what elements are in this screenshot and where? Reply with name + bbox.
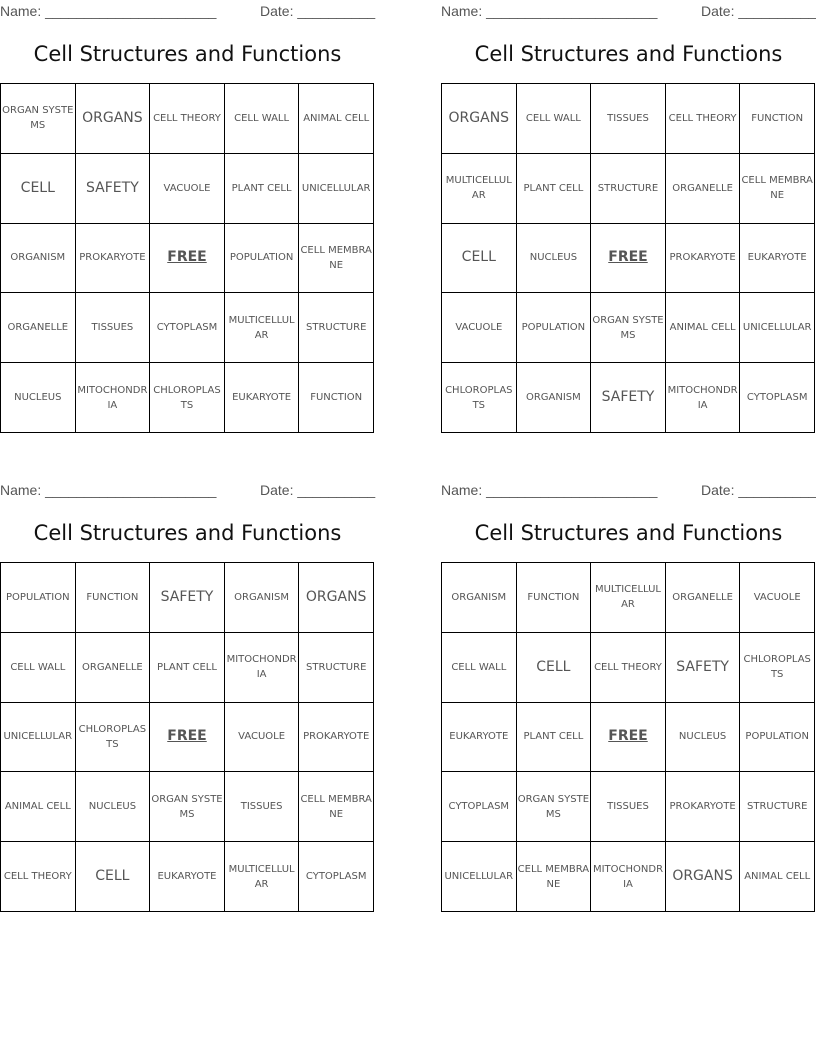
bingo-cell[interactable]: ORGANS (76, 84, 151, 154)
bingo-cell[interactable]: PROKARYOTE (666, 224, 741, 294)
date-field[interactable]: Date: __________ (260, 482, 376, 498)
free-space-cell[interactable]: FREE (591, 703, 666, 773)
bingo-cell[interactable]: CHLOROPLASTS (76, 703, 151, 773)
bingo-cell[interactable]: CELL MEMBRANE (299, 224, 374, 294)
name-field[interactable]: Name: ______________________ (441, 482, 658, 498)
bingo-card-4 (441, 479, 816, 914)
bingo-cell[interactable]: POPULATION (1, 563, 76, 633)
bingo-cell[interactable]: PLANT CELL (517, 703, 592, 773)
bingo-cell[interactable]: ORGANELLE (666, 154, 741, 224)
bingo-cell[interactable]: VACUOLE (225, 703, 300, 773)
bingo-cell[interactable]: PROKARYOTE (299, 703, 374, 773)
bingo-cell[interactable]: ORGANS (299, 563, 374, 633)
bingo-cell[interactable]: CYTOPLASM (299, 842, 374, 912)
bingo-cell[interactable]: ORGANELLE (1, 293, 76, 363)
bingo-cell[interactable]: CELL (517, 633, 592, 703)
bingo-cell[interactable]: CELL THEORY (591, 633, 666, 703)
card-title: Cell Structures and Functions (33, 42, 342, 66)
bingo-grid (0, 83, 374, 433)
bingo-cell[interactable]: NUCLEUS (666, 703, 741, 773)
bingo-cell[interactable]: PROKARYOTE (666, 772, 741, 842)
name-date-line (441, 482, 816, 498)
bingo-cell[interactable]: SAFETY (150, 563, 225, 633)
bingo-cell[interactable]: CELL MEMBRANE (740, 154, 815, 224)
bingo-cell[interactable]: MULTICELLULAR (225, 293, 300, 363)
name-field[interactable]: Name: ______________________ (0, 482, 217, 498)
bingo-cell[interactable]: CELL THEORY (666, 84, 741, 154)
bingo-card-1 (0, 0, 375, 435)
card-title: Cell Structures and Functions (33, 521, 342, 545)
bingo-cell[interactable]: CHLOROPLASTS (442, 363, 517, 433)
bingo-cell[interactable]: PLANT CELL (517, 154, 592, 224)
bingo-cell[interactable]: TISSUES (591, 772, 666, 842)
date-field[interactable]: Date: __________ (260, 3, 376, 19)
bingo-cell[interactable]: SAFETY (591, 363, 666, 433)
bingo-cell[interactable]: CELL (1, 154, 76, 224)
bingo-cell[interactable]: CELL WALL (225, 84, 300, 154)
bingo-cell[interactable]: SAFETY (666, 633, 741, 703)
bingo-cell[interactable]: PROKARYOTE (76, 224, 151, 294)
bingo-cell[interactable]: CELL THEORY (1, 842, 76, 912)
bingo-cell[interactable]: CELL MEMBRANE (517, 842, 592, 912)
bingo-cell[interactable]: EUKARYOTE (225, 363, 300, 433)
bingo-cell[interactable]: CYTOPLASM (442, 772, 517, 842)
bingo-cell[interactable]: STRUCTURE (740, 772, 815, 842)
bingo-cell[interactable]: MITOCHONDRIA (76, 363, 151, 433)
bingo-cell[interactable]: ORGANISM (1, 224, 76, 294)
bingo-cell[interactable]: CYTOPLASM (740, 363, 815, 433)
date-field[interactable]: Date: __________ (701, 3, 816, 19)
bingo-cell[interactable]: STRUCTURE (299, 633, 374, 703)
bingo-cell[interactable]: TISSUES (225, 772, 300, 842)
name-field[interactable]: Name: ______________________ (441, 3, 658, 19)
bingo-cell[interactable]: PLANT CELL (225, 154, 300, 224)
bingo-cell[interactable]: MULTICELLULAR (591, 563, 666, 633)
bingo-cell[interactable]: EUKARYOTE (442, 703, 517, 773)
bingo-cell[interactable]: MITOCHONDRIA (225, 633, 300, 703)
bingo-cell[interactable]: PLANT CELL (150, 633, 225, 703)
free-space-cell[interactable]: FREE (150, 224, 225, 294)
name-date-line (441, 3, 816, 19)
bingo-cell[interactable]: CELL (442, 224, 517, 294)
bingo-cell[interactable]: ORGANISM (442, 563, 517, 633)
bingo-cell[interactable]: EUKARYOTE (740, 224, 815, 294)
bingo-cell[interactable]: NUCLEUS (517, 224, 592, 294)
bingo-cell[interactable]: UNICELLULAR (299, 154, 374, 224)
name-date-line (0, 3, 375, 19)
bingo-card-3 (0, 479, 375, 914)
bingo-cell[interactable]: UNICELLULAR (1, 703, 76, 773)
bingo-grid (441, 562, 815, 912)
bingo-cell[interactable]: TISSUES (591, 84, 666, 154)
free-space-cell[interactable]: FREE (150, 703, 225, 773)
bingo-cell[interactable]: CHLOROPLASTS (150, 363, 225, 433)
bingo-cell[interactable]: NUCLEUS (76, 772, 151, 842)
bingo-cell[interactable]: POPULATION (517, 293, 592, 363)
bingo-cell[interactable]: ORGANISM (517, 363, 592, 433)
bingo-cell[interactable]: ANIMAL CELL (299, 84, 374, 154)
bingo-cell[interactable]: FUNCTION (299, 363, 374, 433)
bingo-cell[interactable]: ANIMAL CELL (740, 842, 815, 912)
bingo-cell[interactable]: MULTICELLULAR (442, 154, 517, 224)
bingo-cell[interactable]: CELL (76, 842, 151, 912)
bingo-cell[interactable]: VACUOLE (150, 154, 225, 224)
name-field[interactable]: Name: ______________________ (0, 3, 217, 19)
bingo-cell[interactable]: FUNCTION (76, 563, 151, 633)
bingo-cell[interactable]: ORGAN SYSTEMS (591, 293, 666, 363)
bingo-cell[interactable]: NUCLEUS (1, 363, 76, 433)
bingo-cell[interactable]: EUKARYOTE (150, 842, 225, 912)
bingo-cell[interactable]: UNICELLULAR (740, 293, 815, 363)
bingo-grid (441, 83, 815, 433)
bingo-cell[interactable]: MULTICELLULAR (225, 842, 300, 912)
free-space-cell[interactable]: FREE (591, 224, 666, 294)
bingo-cell[interactable]: ORGANISM (225, 563, 300, 633)
bingo-cell[interactable]: TISSUES (76, 293, 151, 363)
bingo-cell[interactable]: MITOCHONDRIA (591, 842, 666, 912)
bingo-cell[interactable]: POPULATION (225, 224, 300, 294)
bingo-cell[interactable]: ANIMAL CELL (666, 293, 741, 363)
bingo-cell[interactable]: CELL WALL (1, 633, 76, 703)
bingo-cell[interactable]: MITOCHONDRIA (666, 363, 741, 433)
bingo-cell[interactable]: VACUOLE (442, 293, 517, 363)
bingo-cell[interactable]: ANIMAL CELL (1, 772, 76, 842)
bingo-cell[interactable]: CHLOROPLASTS (740, 633, 815, 703)
bingo-cell[interactable]: ORGANS (442, 84, 517, 154)
name-date-line (0, 482, 375, 498)
bingo-cell[interactable]: ORGANELLE (76, 633, 151, 703)
bingo-cell[interactable]: POPULATION (740, 703, 815, 773)
bingo-cell[interactable]: ORGAN SYSTEMS (1, 84, 76, 154)
bingo-card-2 (441, 0, 816, 435)
bingo-cell[interactable]: STRUCTURE (591, 154, 666, 224)
bingo-cell[interactable]: FUNCTION (740, 84, 815, 154)
bingo-cell[interactable]: ORGANELLE (666, 563, 741, 633)
bingo-cell[interactable]: SAFETY (76, 154, 151, 224)
bingo-cell[interactable]: CELL MEMBRANE (299, 772, 374, 842)
bingo-cell[interactable]: CELL WALL (442, 633, 517, 703)
bingo-cell[interactable]: CELL THEORY (150, 84, 225, 154)
card-title: Cell Structures and Functions (474, 521, 783, 545)
bingo-cell[interactable]: ORGANS (666, 842, 741, 912)
bingo-cell[interactable]: ORGAN SYSTEMS (517, 772, 592, 842)
bingo-cell[interactable]: STRUCTURE (299, 293, 374, 363)
bingo-cell[interactable]: ORGAN SYSTEMS (150, 772, 225, 842)
bingo-cell[interactable]: CYTOPLASM (150, 293, 225, 363)
bingo-cell[interactable]: UNICELLULAR (442, 842, 517, 912)
bingo-cell[interactable]: FUNCTION (517, 563, 592, 633)
bingo-cell[interactable]: CELL WALL (517, 84, 592, 154)
card-title: Cell Structures and Functions (474, 42, 783, 66)
bingo-cell[interactable]: VACUOLE (740, 563, 815, 633)
date-field[interactable]: Date: __________ (701, 482, 816, 498)
bingo-grid (0, 562, 374, 912)
